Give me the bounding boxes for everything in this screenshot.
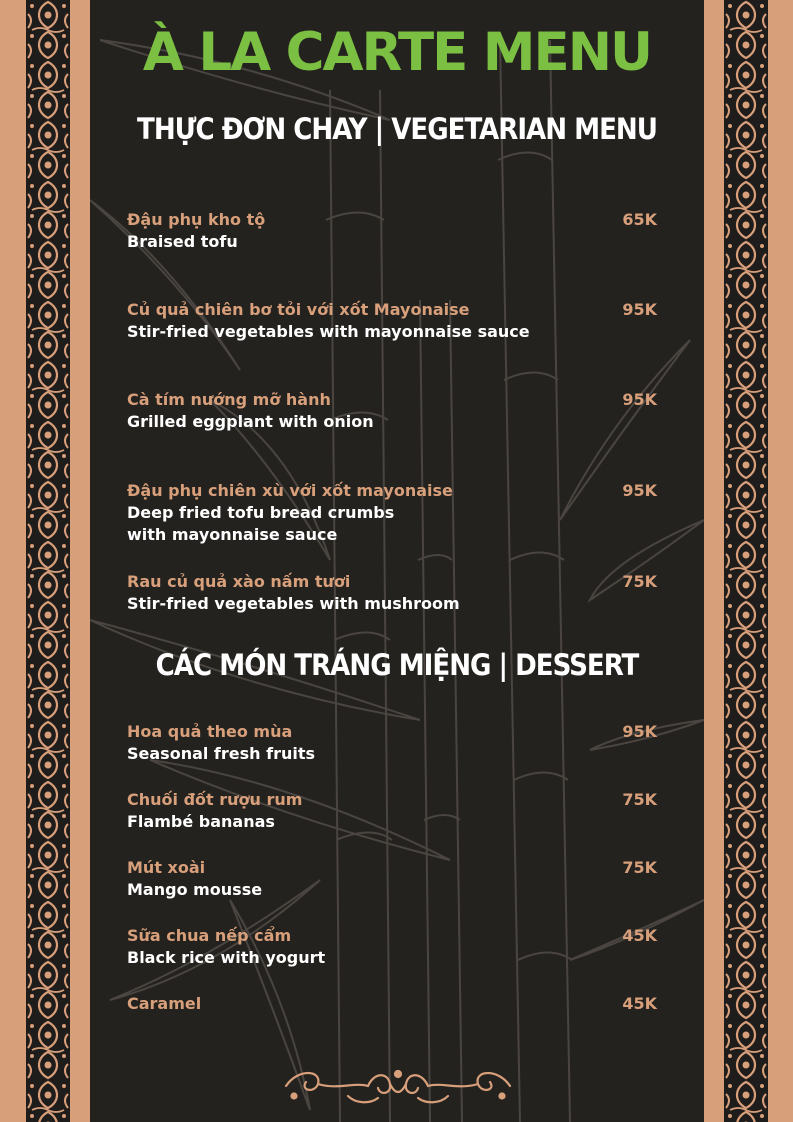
flourish-ornament-icon <box>278 1060 518 1112</box>
item-name-vn: Cà tím nướng mỡ hành <box>127 390 331 409</box>
item-name-vn: Hoa quả theo mùa <box>127 722 293 741</box>
item-name-vn: Đậu phụ chiên xù với xốt mayonaise <box>127 481 453 500</box>
item-name-en: Stir-fried vegetables with mushroom <box>127 594 460 613</box>
menu-item <box>127 209 657 253</box>
item-price: 95K <box>622 722 657 741</box>
item-name-en: Deep fried tofu bread crumbs with mayonnaise sauce <box>127 503 395 544</box>
item-price: 95K <box>622 481 657 500</box>
menu-item <box>127 993 657 1015</box>
border-pattern-icon <box>724 0 768 1122</box>
menu-item <box>127 789 657 833</box>
item-price: 95K <box>622 300 657 319</box>
item-name-en: Braised tofu <box>127 232 238 251</box>
menu-item <box>127 480 657 546</box>
decorative-border-left <box>26 0 70 1122</box>
menu-item <box>127 721 657 765</box>
decorative-border-right <box>724 0 768 1122</box>
menu-item <box>127 857 657 901</box>
page-title: À LA CARTE MENU <box>142 22 652 83</box>
item-name-vn: Chuối đốt rượu rum <box>127 790 303 809</box>
item-price: 75K <box>622 858 657 877</box>
item-name-en: Mango mousse <box>127 880 263 899</box>
item-name-vn: Đậu phụ kho tộ <box>127 210 266 229</box>
item-name-vn: Sữa chua nếp cẩm <box>127 926 292 945</box>
item-name-vn: Rau củ quả xào nấm tươi <box>127 572 351 591</box>
item-price: 45K <box>622 994 657 1013</box>
item-name-vn: Caramel <box>127 994 202 1013</box>
item-price: 65K <box>622 210 657 229</box>
item-name-vn: Củ quả chiên bơ tỏi với xốt Mayonaise <box>127 300 470 319</box>
menu-item <box>127 299 657 343</box>
item-name-en: Grilled eggplant with onion <box>127 412 374 431</box>
item-name-en: Black rice with yogurt <box>127 948 326 967</box>
menu-item <box>127 925 657 969</box>
item-name-vn: Mút xoài <box>127 858 206 877</box>
item-name-en: Flambé bananas <box>127 812 275 831</box>
menu-item <box>127 571 657 615</box>
menu-item <box>127 389 657 433</box>
item-name-en: Stir-fried vegetables with mayonnaise sauce <box>127 322 530 341</box>
border-pattern-icon <box>26 0 70 1122</box>
item-price: 75K <box>622 790 657 809</box>
item-price: 95K <box>622 390 657 409</box>
menu-content <box>90 0 704 1122</box>
dessert-heading: CÁC MÓN TRÁNG MIỆNG | DESSERT <box>155 648 639 682</box>
item-name-en: Seasonal fresh fruits <box>127 744 316 763</box>
item-price: 45K <box>622 926 657 945</box>
vegetarian-heading: THỰC ĐƠN CHAY | VEGETARIAN MENU <box>137 112 657 146</box>
item-price: 75K <box>622 572 657 591</box>
